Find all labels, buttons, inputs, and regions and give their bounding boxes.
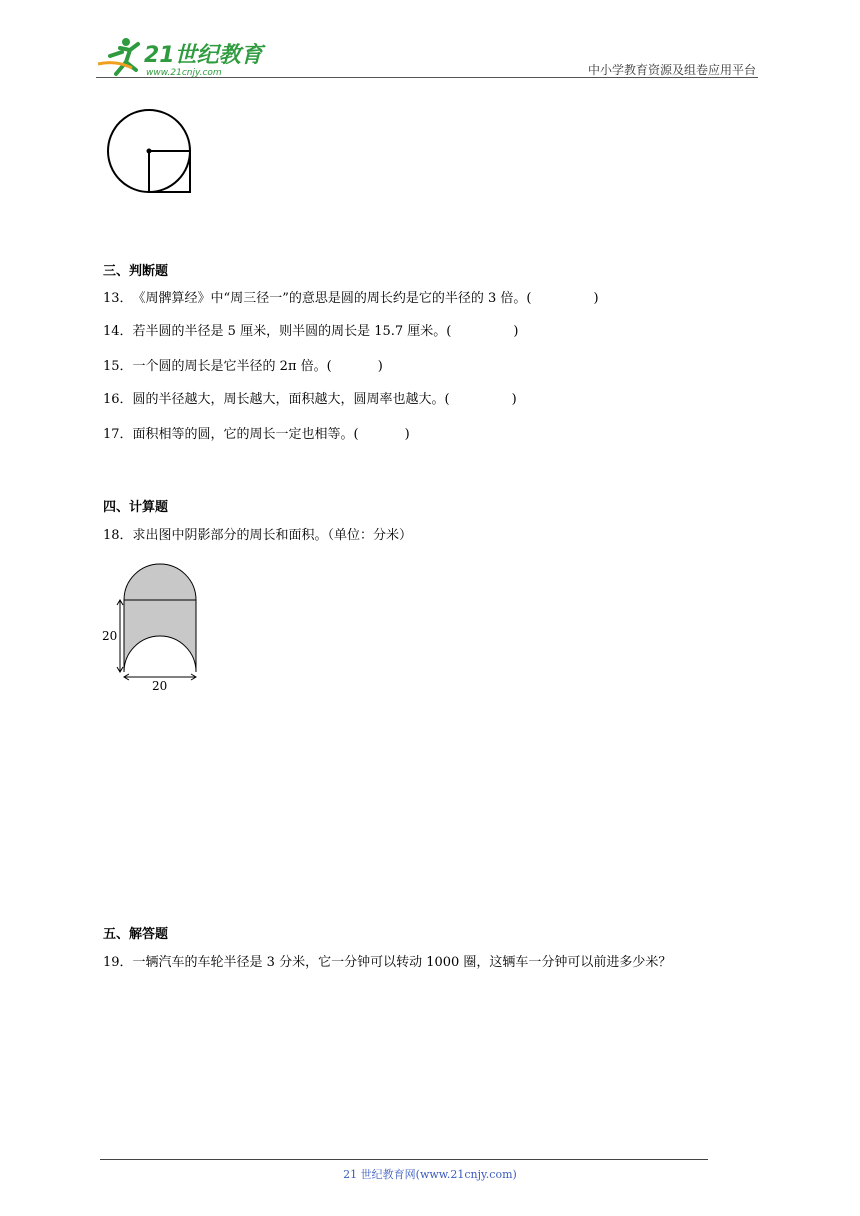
shaded-area-figure [100,556,204,694]
question-15: 15．一个圆的周长是它半径的 2π 倍。( ) [103,359,383,374]
logo-text: 21世纪教育 [144,43,263,68]
question-19: 19．一辆汽车的车轮半径是 3 分米，它一分钟可以转动 1000 圈，这辆车一分钟可以前进多少米？ [103,955,672,970]
circle-square-figure [104,106,196,198]
height-label: 20 [102,629,118,643]
question-18: 18．求出图中阴影部分的周长和面积。（单位：分米） [103,528,413,543]
runner-icon [98,38,138,74]
question-13: 13．《周髀算经》中“周三径一”的意思是圆的周长约是它的半径的 3 倍。( ) [103,291,599,306]
header-divider [96,77,758,78]
platform-name: 中小学教育资源及组卷应用平台 [587,63,756,77]
width-label: 20 [152,679,168,693]
footer-divider [100,1159,708,1160]
site-logo [96,34,266,82]
section-title-calc: 四、计算题 [103,500,169,515]
question-17: 17．面积相等的圆，它的周长一定也相等。( ) [103,427,410,442]
footer-link[interactable]: 21 世纪教育网(www.21cnjy.com) [343,1168,517,1181]
question-16: 16．圆的半径越大，周长越大，面积越大，圆周率也越大。( ) [103,392,517,407]
section-title-answer: 五、解答题 [103,927,169,942]
question-14: 14．若半圆的半径是 5 厘米，则半圆的周长是 15.7 厘米。( ) [103,324,519,339]
logo-url: www.21cnjy.com [146,68,222,78]
section-title-judge: 三、判断题 [103,264,169,279]
